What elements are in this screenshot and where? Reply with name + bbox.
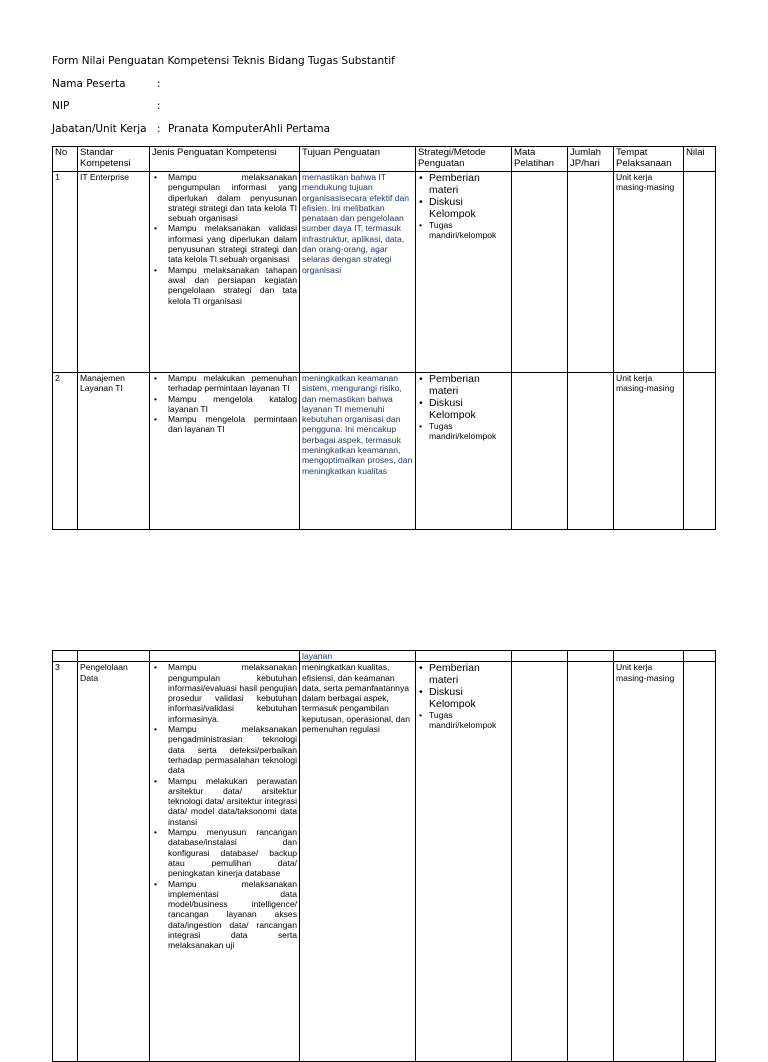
list-item: • Pemberian materi xyxy=(429,662,509,686)
cell-strategi xyxy=(416,373,512,530)
list-item: • Tugas mandiri/kelompok xyxy=(429,710,509,730)
list-item: • Mampu menyusun rancangan database/instalasi dan konfigurasi database/ backup atau pemulihan data/ peningkatan kinerja database xyxy=(168,827,297,878)
list-item: • Mampu melaksanakan implementasi data model/business intelligence/ rancangan layanan akses data/ingestion data/ rancangan integrasi data serta melaksanakan uji xyxy=(168,879,297,951)
field-nama-peserta xyxy=(52,78,352,90)
list-item: • Mampu melakukan perawatan arsitektur data/ arsitektur teknologi data/ arsitektur integrasi data/ model data/taksonomi data instansi xyxy=(168,776,297,827)
table-header-row xyxy=(53,147,716,172)
list-item: • Diskusi Kelompok xyxy=(429,397,509,421)
cell-jp xyxy=(568,662,614,1062)
list-item: • Mampu melaksanakan validasi informasi yang diperlukan dalam penyusunan strategi strategi dan tata kelola TI sebuah organisasi xyxy=(168,223,297,264)
list-item: • Diskusi Kelompok xyxy=(429,686,509,710)
cell-jenis xyxy=(150,662,300,1062)
cell-tujuan: memastikan bahwa IT mendukung tujuan organisasisecara efektif dan efisien. Ini melibatkan penataan dan pengelolaan sumber daya IT, termasuk infrastruktur, aplikasi, data, dan orang-orang, agar selaras dengan strategi organisasi xyxy=(300,172,416,373)
cell-standar: Pengelolaan Data xyxy=(78,662,150,1062)
cell-tujuan: meningkatkan kualitas, efisiensi, dan keamanan data, serta pemanfaatannya dalam berbagai aspek, termasuk pengambilan keputusan, operasional, dan pemenuhan regulasi xyxy=(300,662,416,1062)
list-item: • Mampu melakukan pemenuhan terhadap permintaan layanan TI xyxy=(168,373,297,394)
cell-strategi xyxy=(416,662,512,1062)
form-title: Form Nilai Penguatan Kompetensi Teknis Bidang Tugas Substantif xyxy=(52,55,395,67)
header-strategi: Strategi/Metode Penguatan xyxy=(416,147,512,172)
header-no: No xyxy=(53,147,78,172)
header-standar: Standar Kompetensi xyxy=(78,147,150,172)
field-label: Nama Peserta xyxy=(52,78,126,90)
cell-nilai xyxy=(684,373,716,530)
cell-standar: IT Enterprise xyxy=(78,172,150,373)
cell-nilai xyxy=(684,172,716,373)
list-item: • Pemberian materi xyxy=(429,373,509,397)
cell-jp xyxy=(568,373,614,530)
header-nilai: Nilai xyxy=(684,147,716,172)
header-tempat: Tempat Pelaksanaan xyxy=(614,147,684,172)
cell-tempat: Unit kerja masing-masing xyxy=(614,662,684,1062)
header-jp: Jumlah JP/hari xyxy=(568,147,614,172)
cell-tempat: Unit kerja masing-masing xyxy=(614,172,684,373)
table-row xyxy=(53,172,716,373)
cell-strategi xyxy=(416,172,512,373)
list-item: • Pemberian materi xyxy=(429,172,509,196)
cell-tujuan: layanan xyxy=(300,651,416,662)
table-row-continued xyxy=(53,651,716,662)
competency-table-continued xyxy=(52,650,716,1062)
list-item: • Tugas mandiri/kelompok xyxy=(429,220,509,240)
cell-jenis xyxy=(150,373,300,530)
field-nip xyxy=(52,100,352,112)
competency-table xyxy=(52,146,716,530)
cell-jenis xyxy=(150,172,300,373)
table-row xyxy=(53,373,716,530)
field-colon: : xyxy=(157,100,161,112)
header-mata: Mata Pelatihan xyxy=(512,147,568,172)
field-value: Pranata KomputerAhli Pertama xyxy=(168,123,331,135)
field-colon: : xyxy=(157,123,161,135)
cell-tempat: Unit kerja masing-masing xyxy=(614,373,684,530)
list-item: • Mampu mengelola permintaan dan layanan TI xyxy=(168,414,297,435)
header-jenis: Jenis Penguatan Kompetensi xyxy=(150,147,300,172)
field-colon: : xyxy=(157,78,161,90)
cell-jp xyxy=(568,172,614,373)
cell-no: 1 xyxy=(53,172,78,373)
cell-mata xyxy=(512,172,568,373)
field-label: Jabatan/Unit Kerja xyxy=(52,123,147,135)
table-row xyxy=(53,662,716,1062)
cell-tujuan: meningkatkan keamanan sistem, mengurangi risiko, dan memastikan bahwa layanan TI memenuhi kebutuhan organisasi dan pengguna. Ini mencakup berbagai aspek, termasuk meningkatkan keamanan, mengoptimalkan proses, dan meningkatkan kualitas xyxy=(300,373,416,530)
list-item: • Tugas mandiri/kelompok xyxy=(429,421,509,441)
cell-mata xyxy=(512,373,568,530)
list-item: • Mampu melaksanakan tahapan awal dan persiapan kegiatan pengelolaan strategi dan tata kelola TI organisasi xyxy=(168,265,297,306)
header-tujuan: Tujuan Penguatan xyxy=(300,147,416,172)
cell-nilai xyxy=(684,662,716,1062)
cell-no: 3 xyxy=(53,662,78,1062)
field-label: NIP xyxy=(52,100,70,112)
list-item: • Diskusi Kelompok xyxy=(429,196,509,220)
list-item: • Mampu melaksanakan pengadministrasian teknologi data serta deteksi/perbaikan terhadap permasalahan teknologi data xyxy=(168,724,297,775)
field-jabatan xyxy=(52,123,352,135)
cell-no: 2 xyxy=(53,373,78,530)
list-item: • Mampu melaksanakan pengumpulan informasi yang diperlukan dalam penyusunan strategi strategi dan tata kelola TI sebuah organisasi xyxy=(168,172,297,223)
cell-standar: Manajemen Layanan TI xyxy=(78,373,150,530)
cell-mata xyxy=(512,662,568,1062)
list-item: • Mampu mengelola katalog layanan TI xyxy=(168,394,297,415)
list-item: • Mampu melaksanakan pengumpulan kebutuhan informasi/evaluasi hasil pengujian prosedur validasi kebutuhan informasi/validasi kebutuhan informasinya. xyxy=(168,662,297,724)
